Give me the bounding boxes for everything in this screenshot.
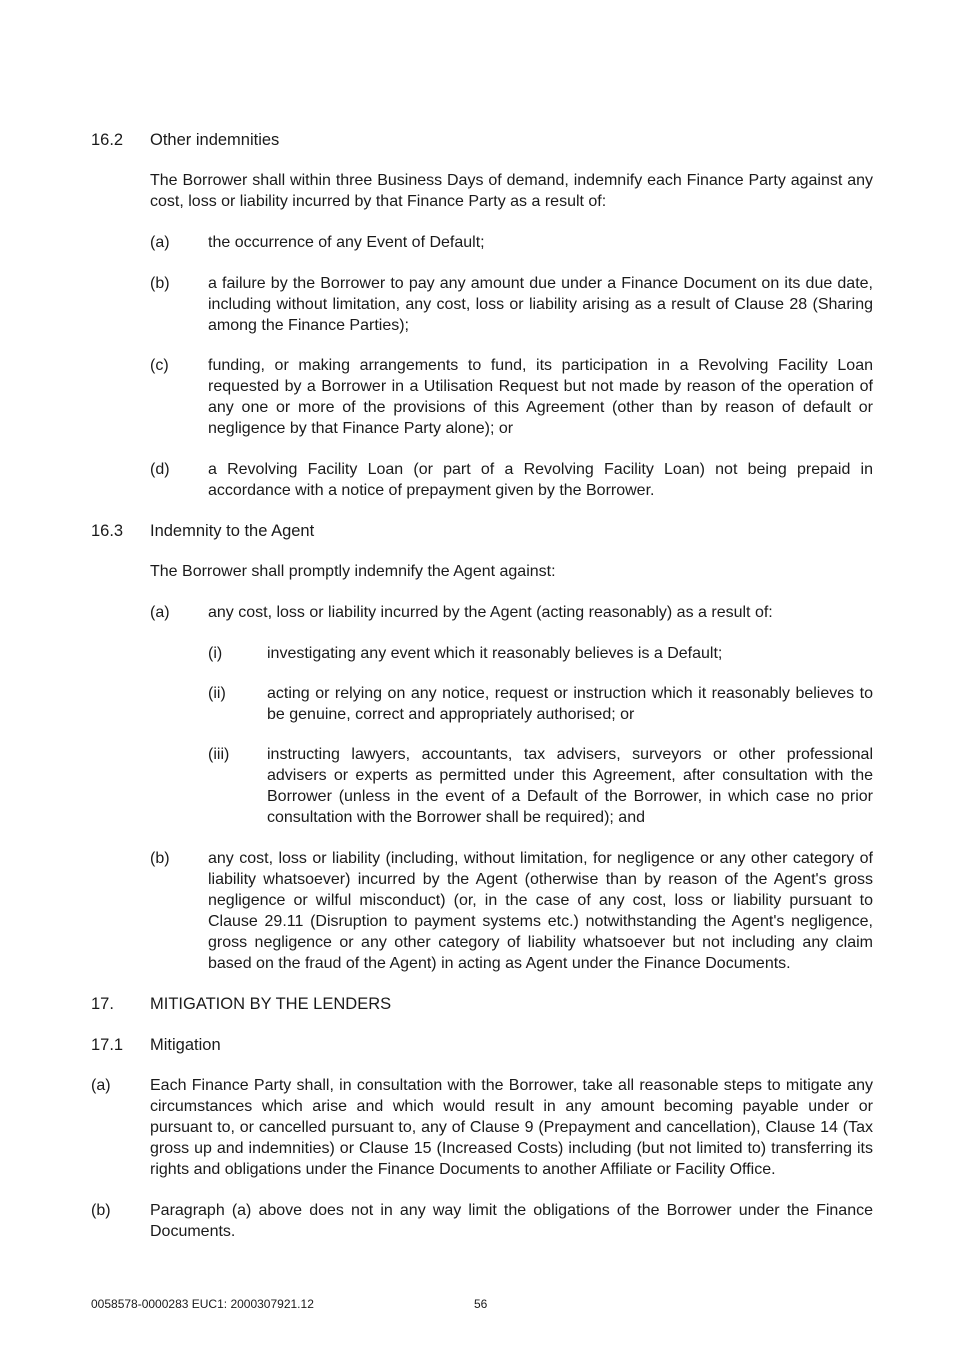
subitem-text: acting or relying on any notice, request or instruction which it reasonably believes to be genuine, correct and appropriately authorised; or — [267, 685, 873, 723]
footer-page-number: 56 — [474, 1297, 488, 1311]
section-17-1-number: 17.1 — [91, 1036, 124, 1054]
item-label: (a) — [91, 1077, 111, 1094]
item-label: (b) — [91, 1202, 111, 1219]
item-text: any cost, loss or liability (including, without limitation, for negligence or any other category of liability whatsoever) incurred by the Agent (otherwise than by reason of the Agent's gross negligence or wilful misconduct) (or, in the case of any cost, loss or liability pursuant to Clause 29.11 (Disruption to payment systems etc.) notwithstanding the Agent's negligence, gross negligence or any other category of liability whatsoever but not including any claim based on the fraud of the Agent) in acting as Agent under the Finance Documents. — [208, 850, 873, 972]
subitem-text: investigating any event which it reasonably believes is a Default; — [267, 645, 723, 662]
item-label: (a) — [150, 234, 170, 251]
item-text: Each Finance Party shall, in consultation with the Borrower, take all reasonable steps to mitigate any circumstances which arise and which would result in any amount becoming payable under or pursuant to, or cancelled pursuant to, any of Clause 9 (Prepayment and cancellation), Clause 14 (Tax gross up and indemnities) or Clause 15 (Increased Costs) including (but not limited to) transferring its rights and obligations under the Finance Documents to another Affiliate or Facility Office. — [150, 1077, 873, 1178]
subitem-label: (iii) — [208, 746, 230, 763]
item-text: a Revolving Facility Loan (or part of a Revolving Facility Loan) not being prepaid in accordance with a notice of prepayment given by the Borrower. — [208, 461, 873, 499]
item-label: (b) — [150, 275, 170, 292]
section-16-3-intro: The Borrower shall promptly indemnify the Agent against: — [150, 563, 556, 580]
section-16-3-title: Indemnity to the Agent — [150, 522, 315, 540]
item-label: (b) — [150, 850, 170, 867]
item-text: a failure by the Borrower to pay any amount due under a Finance Document on its due date, including without limitation, any cost, loss or liability arising as a result of Clause 28 (Sharing among the Finance Parties); — [208, 275, 873, 334]
section-16-2-number: 16.2 — [91, 131, 124, 149]
section-17-number: 17. — [91, 995, 114, 1013]
section-16-2-title: Other indemnities — [150, 131, 280, 149]
section-16-3-number: 16.3 — [91, 522, 124, 540]
item-label: (a) — [150, 604, 170, 621]
subitem-text: instructing lawyers, accountants, tax advisers, surveyors or other professional advisers or experts as permitted under this Agreement, after consultation with the Borrower (unless in the event of a Default of the Borrower, in which case no prior consultation with the Borrower shall be required); and — [267, 746, 873, 826]
subitem-label: (ii) — [208, 685, 226, 702]
section-16-2-intro: The Borrower shall within three Business Days of demand, indemnify each Finance Party against any cost, loss or liability incurred by that Finance Party as a result of: — [150, 172, 873, 210]
section-17-1-title: Mitigation — [150, 1036, 221, 1054]
item-text: Paragraph (a) above does not in any way limit the obligations of the Borrower under the Finance Documents. — [150, 1202, 873, 1240]
item-label: (d) — [150, 461, 170, 478]
footer-doc-ref: 0058578-0000283 EUC1: 2000307921.12 — [91, 1297, 314, 1311]
subitem-label: (i) — [208, 645, 223, 662]
section-17-title: MITIGATION BY THE LENDERS — [150, 995, 392, 1013]
item-label: (c) — [150, 357, 169, 374]
item-text: funding, or making arrangements to fund, its participation in a Revolving Facility Loan requested by a Borrower in a Utilisation Request but not made by reason of the operation of any one or more of the provisions of this Agreement (other than by reason of default or negligence by that Finance Party alone); or — [208, 357, 873, 437]
item-text: the occurrence of any Event of Default; — [208, 234, 485, 251]
item-text: any cost, loss or liability incurred by the Agent (acting reasonably) as a result of: — [208, 604, 773, 621]
